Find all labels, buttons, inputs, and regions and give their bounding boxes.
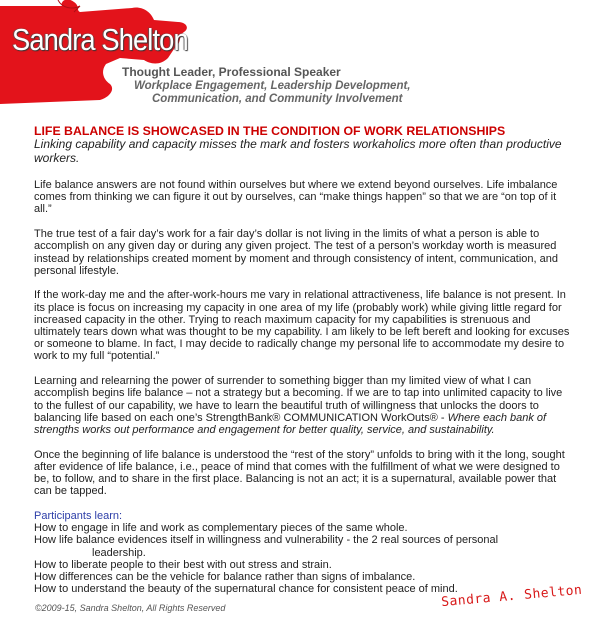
brand-subtitle-line1: Workplace Engagement, Leadership Development, <box>134 80 411 92</box>
paragraph-1: Life balance answers are not found within ourselves but where we extend beyond ourselves. Life imbalance comes from thinking we can figure it out by ourselves, can “make things happen” so that we are “on top of it all.” <box>34 179 558 216</box>
paragraph-4 <box>34 375 574 436</box>
list-item-text: How to engage in life and work as complementary pieces of the same whole. <box>34 522 408 535</box>
brand-name: Sandra Shelton <box>12 22 188 57</box>
list-item-continuation: leadership. <box>92 546 146 559</box>
list-item <box>34 559 574 571</box>
learn-label: Participants learn: <box>34 509 123 522</box>
list-item-text: How differences can be the vehicle for balance rather than signs of imbalance. <box>34 570 416 583</box>
article <box>34 124 574 595</box>
learn-list <box>34 522 574 595</box>
paragraph-4-text: Learning and relearning the power of surrender to something bigger than my limited view of what I can accomplish begins life balance – not a strategy but a becoming. If we are to tap into unlimited capacity to live to the fullest of our capability, we have to learn the beautiful truth of willingness that unlocks the doors to balancing life based on each one’s StrengthBank® COMMUNICATION WorkOuts® - <box>34 375 563 424</box>
paragraph-4-italic: Where each bank of strengths works out performance and engagement for better quality, service, and sustainability. <box>34 411 547 436</box>
article-subhead: Linking capability and capacity misses the mark and fosters workaholics more often than productive workers. <box>34 137 562 165</box>
copyright: ©2009-15, Sandra Shelton, All Rights Reserved <box>35 603 226 613</box>
signature: Sandra A. Shelton <box>440 582 583 611</box>
brand-subtitle-line2: Communication, and Community Involvement <box>152 93 403 105</box>
list-item-text: How life balance evidences itself in willingness and vulnerability - the 2 real sources of personal <box>34 534 499 547</box>
list-item-text: How to understand the beauty of the supernatural chance for consistent peace of mind. <box>34 583 458 596</box>
list-item-text: How to liberate people to their best with out stress and strain. <box>34 558 332 571</box>
paragraph-5: Once the beginning of life balance is understood the “rest of the story” unfolds to bring with it the long, sought after evidence of life balance, i.e., peace of mind that comes with the fulfillment of what we were designed to be, to follow, and to share in the first place. Balancing is not an act; it is a supernatural, available power that can be tapped. <box>34 448 565 498</box>
list-item <box>34 522 574 534</box>
paragraph-2: The true test of a fair day’s work for a fair day’s dollar is not living in the limits of what a person is able to accomplish on any given day or during any given project. The test of a person’s workday worth is measured instead by relationships created moment by moment and through consistency of intent, communication, and personal lifestyle. <box>34 228 559 277</box>
list-item <box>34 571 574 583</box>
brand-title: Thought Leader, Professional Speaker <box>122 65 341 79</box>
header <box>0 0 600 110</box>
list-item <box>34 534 574 558</box>
article-headline: LIFE BALANCE IS SHOWCASED IN THE CONDITION OF WORK RELATIONSHIPS <box>34 124 506 138</box>
paragraph-3: If the work-day me and the after-work-hours me vary in relational attractiveness, life balance is not present. In its place is focus on increasing my capacity in one area of my life (probably work) while giving little regard for increased capacity in the other. Trying to reach maximum capacity for my capabilities is strenuous and ultimately tears down what was thought to be my capability. I am likely to be left bereft and looking for excuses or someone to blame. In fact, I may decide to radically change my personal life to accommodate my desire to work to my full “potential.” <box>34 289 570 363</box>
